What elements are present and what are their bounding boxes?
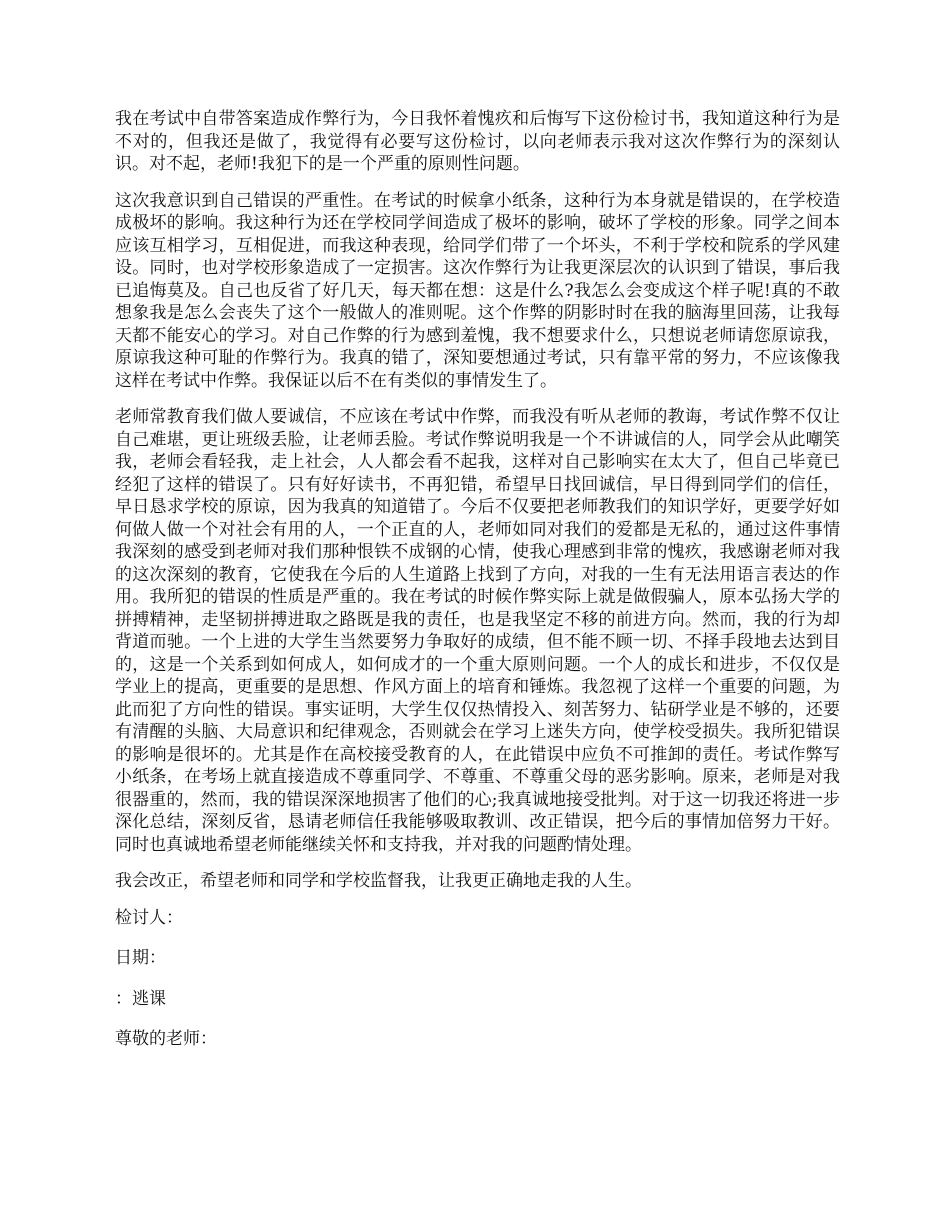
topic-line: ：逃课 (115, 988, 166, 1009)
paragraph-4: 我会改正，希望老师和同学和学校监督我，让我更正确地走我的人生。 (115, 871, 642, 891)
paragraph-2: 这次我意识到自己错误的严重性。在考试的时候拿小纸条，这种行为本身就是错误的，在学校造成极坏的影响。我这种行为还在学校同学间造成了极坏的影响，破坏了学校的形象。同学之间本应该互相学习，互相促进，而我这种表现，给同学们带了一个坏头，不利于学校和院系的学风建设。同时，也对学校形象造成了一定损害。这次作弊行为让我更深层次的认识到了错误，事后我已追悔莫及。自己也反省了好几天，每天都在想：这是什么?我怎么会变成这个样子呢!真的不敢想象我是怎么会丧失了这个一般做人的准则呢。这个作弊的阴影时时在我的脑海里回荡，让我每天都不能安心的学习。对自己作弊的行为感到羞愧，我不想要求什么，只想说老师请您原谅我，原谅我这种可耻的作弊行为。我真的错了，深知要想通过考试，只有靠平常的努力，不应该像我这样在考试中作弊。我保证以后不在有类似的事情发生了。 (115, 190, 840, 391)
paragraph-3: 老师常教育我们做人要诚信，不应该在考试中作弊，而我没有听从老师的教诲，考试作弊不仅让自己难堪，更让班级丢脸，让老师丢脸。考试作弊说明我是一个不讲诚信的人，同学会从此嘲笑我，老师会看轻我，走上社会，人人都会看不起我，这样对自己影响实在太大了，但自己毕竟已经犯了这样的错误了。只有好好读书，不再犯错，希望早日找回诚信，早日得到同学们的信任，早日恳求学校的原谅，因为我真的知道错了。今后不仅要把老师教我们的知识学好，更要学好如何做人做一个对社会有用的人，一个正直的人，老师如同对我们的爱都是无私的，通过这件事情我深刻的感受到老师对我们那种恨铁不成钢的心情，使我心理感到非常的愧疚，我感谢老师对我的这次深刻的教育，它使我在今后的人生道路上找到了方向，对我的一生有无法用语言表达的作用。我所犯的错误的性质是严重的。我在考试的时候作弊实际上就是做假骗人，原本弘扬大学的拼搏精神，走坚韧拼搏进取之路既是我的责任，也是我坚定不移的前进方向。然而，我的行为却背道而驰。一个上进的大学生当然要努力争取好的成绩，但不能不顾一切、不择手段地去达到目的，这是一个关系到如何成人，如何成才的一个重大原则问题。一个人的成长和进步，不仅仅是学业上的提高，更重要的是思想、作风方面上的培育和锤炼。我忽视了这样一个重要的问题，为此而犯了方向性的错误。事实证明，大学生仅仅热情投入、刻苦努力、钻研学业是不够的，还要有清醒的头脑、大局意识和纪律观念，否则就会在学习上迷失方向，使学校受损失。我所犯错误的影响是很坏的。尤其是作在高校接受教育的人，在此错误中应负不可推卸的责任。考试作弊写小纸条，在考场上就直接造成不尊重同学、不尊重、不尊重父母的恶劣影响。原来，老师是对我很器重的，然而，我的错误深深地损害了他们的心;我真诚地接受批判。对于这一切我还将进一步深化总结，深刻反省，恳请老师信任我能够吸取教训、改正错误，把今后的事情加倍努力干好。同时也真诚地希望老师能继续关怀和支持我，并对我的问题酌情处理。 (115, 407, 840, 855)
document-page (115, 108, 840, 1069)
paragraph-1: 我在考试中自带答案造成作弊行为，今日我怀着愧疚和后悔写下这份检讨书，我知道这种行为是不对的，但我还是做了，我觉得有必要写这份检讨，以向老师表示我对这次作弊行为的深刻认识。对不起，老师!我犯下的是一个严重的原则性问题。 (115, 109, 840, 174)
date-label: 日期： (115, 948, 166, 968)
salutation: 尊敬的老师： (115, 1029, 217, 1049)
signer-label: 检讨人： (115, 907, 183, 928)
